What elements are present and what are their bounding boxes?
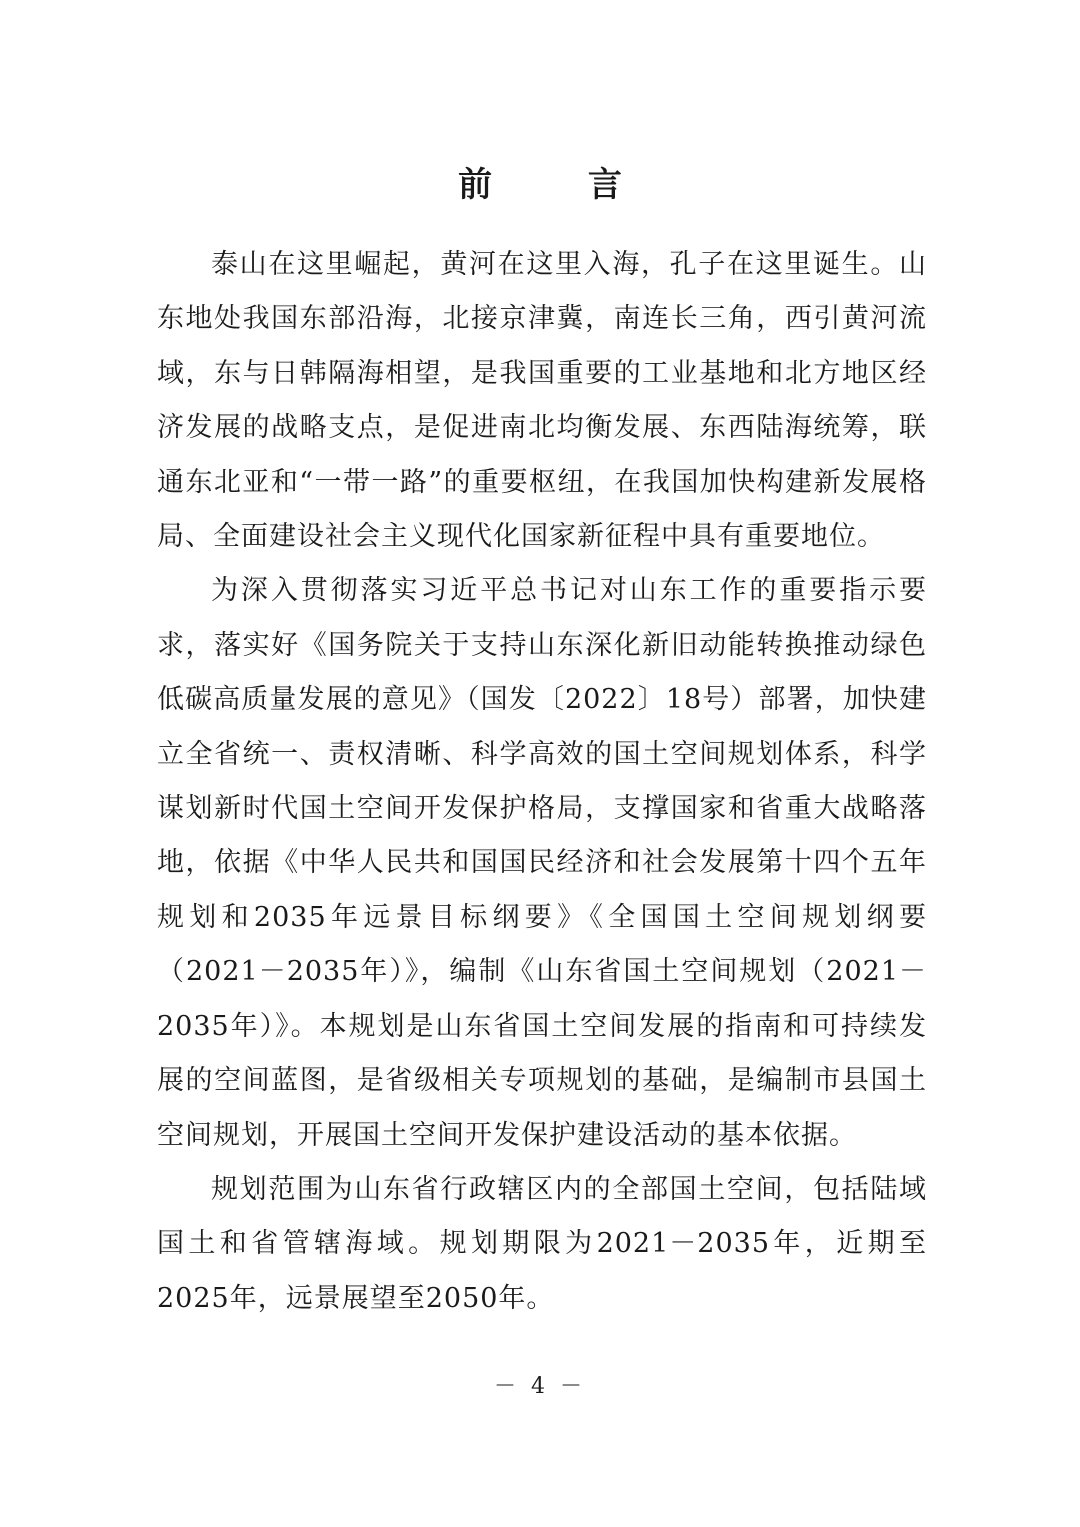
paragraph-1: 泰山在这里崛起，黄河在这里入海，孔子在这里诞生。山东地处我国东部沿海，北接京津冀，南连长三角，西引黄河流域，东与日韩隔海相望，是我国重要的工业基地和北方地区经济发展的战略支点，是促进南北均衡发展、东西陆海统筹，联通东北亚和“一带一路”的重要枢纽，在我国加快构建新发展格局、全面建设社会主义现代化国家新征程中具有重要地位。 (157, 249, 927, 553)
paragraph-3: 规划范围为山东省行政辖区内的全部国土空间，包括陆域国土和省管辖海域。规划期限为2021－2035年，近期至2025年，远景展望至2050年。 (157, 1173, 927, 1314)
body-text (157, 238, 927, 1326)
paragraph-2: 为深入贯彻落实习近平总书记对山东工作的重要指示要求，落实好《国务院关于支持山东深化新旧动能转换推动绿色低碳高质量发展的意见》（国发〔2022〕18号）部署，加快建立全省统一、责权清晰、科学高效的国土空间规划体系，科学谋划新时代国土空间开发保护格局，支撑国家和省重大战略落地，依据《中华人民共和国国民经济和社会发展第十四个五年规划和2035年远景目标纲要》《全国国土空间规划纲要（2021－2035年）》，编制《山东省国土空间规划（2021－2035年）》。本规划是山东省国土空间发展的指南和可持续发展的空间蓝图，是省级相关专项规划的基础，是编制市县国土空间规划，开展国土空间开发保护建设活动的基本依据。 (157, 575, 927, 1151)
page-title: 前 言 (458, 165, 664, 205)
page-number: － 4 － (494, 1374, 586, 1399)
